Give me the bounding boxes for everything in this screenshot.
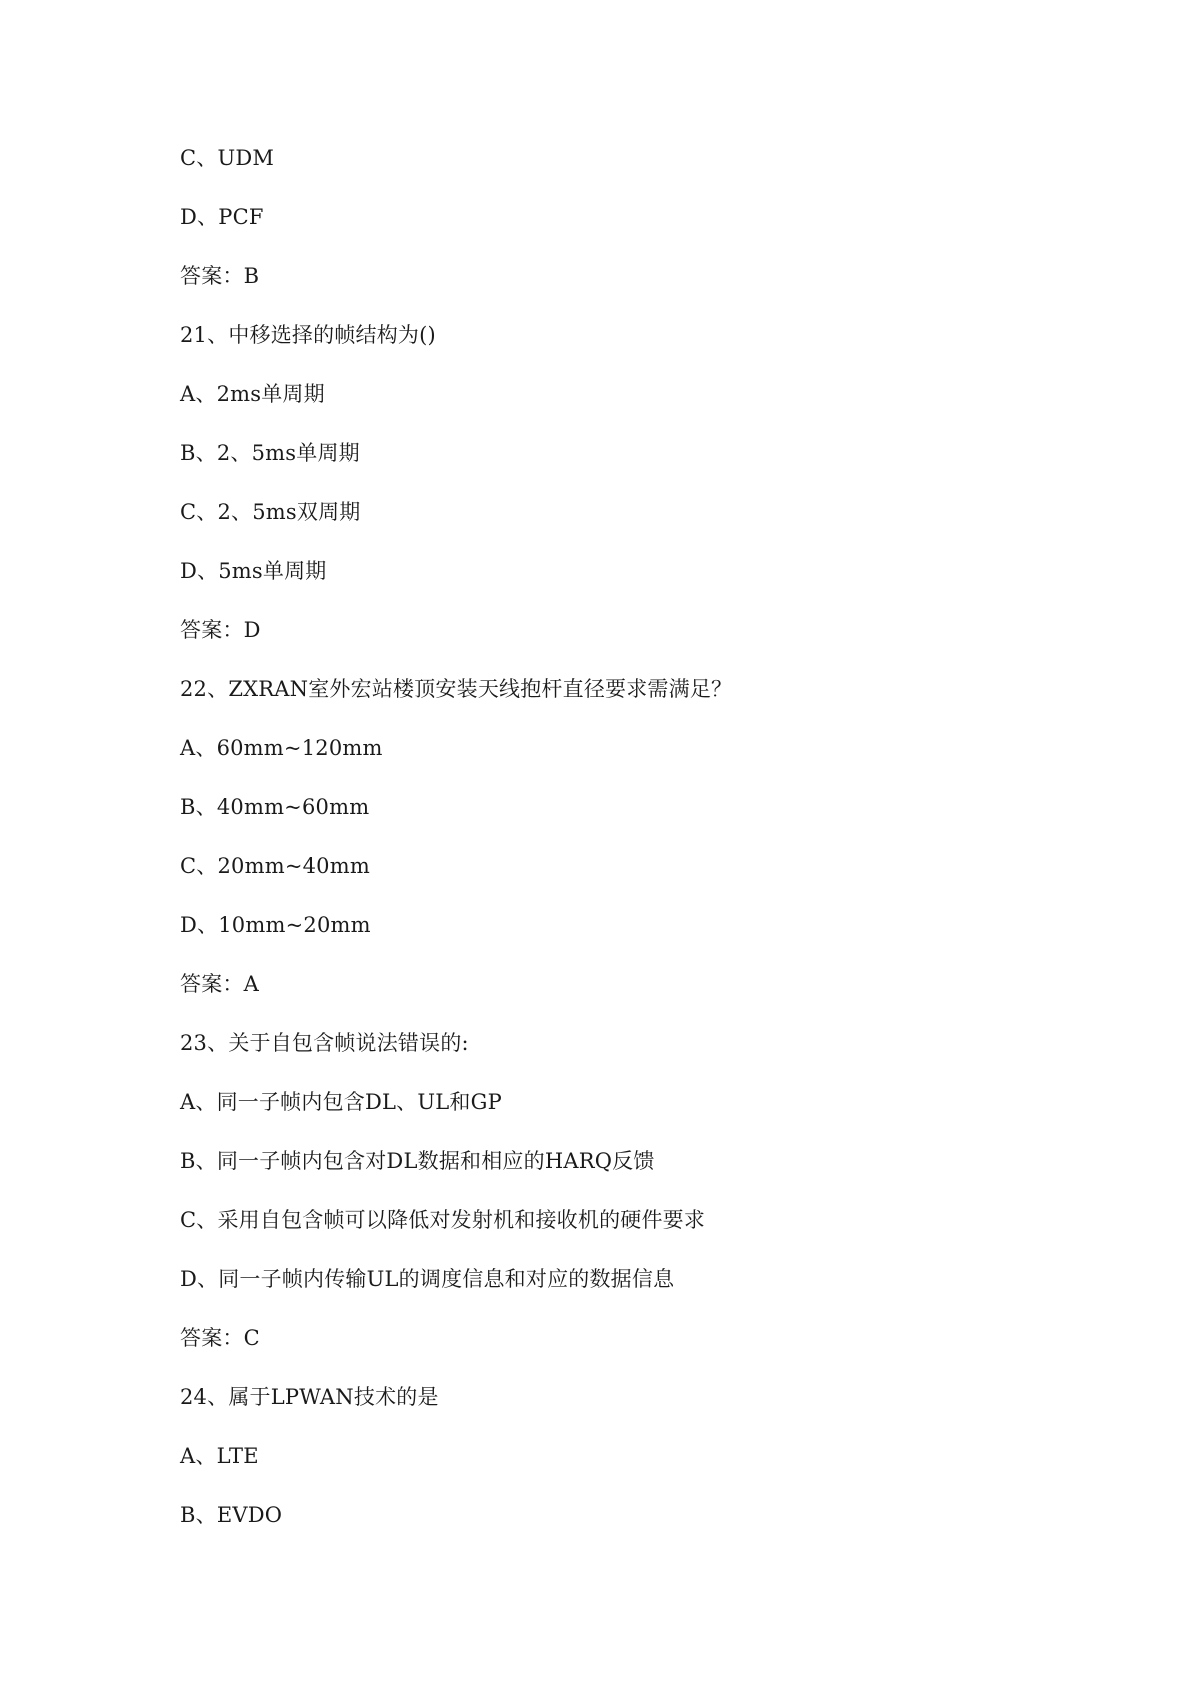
option-c-q22: C、20mm~40mm [180, 854, 370, 878]
option-d-q20: D、PCF [180, 205, 264, 229]
option-d-q22: D、10mm~20mm [180, 913, 371, 937]
option-a-q21: A、2ms单周期 [180, 382, 325, 406]
option-a-q23: A、同一子帧内包含DL、UL和GP [180, 1090, 502, 1114]
option-d-q23: D、同一子帧内传输UL的调度信息和对应的数据信息 [180, 1267, 675, 1291]
option-c-q20: C、UDM [180, 146, 275, 170]
option-b-q22: B、40mm~60mm [180, 795, 370, 819]
option-d-q21: D、5ms单周期 [180, 559, 327, 583]
option-b-q23: B、同一子帧内包含对DL数据和相应的HARQ反馈 [180, 1149, 655, 1173]
option-a-q22: A、60mm~120mm [180, 736, 383, 760]
option-c-q21: C、2、5ms双周期 [180, 500, 361, 524]
option-c-q23: C、采用自包含帧可以降低对发射机和接收机的硬件要求 [180, 1208, 706, 1232]
answer-q20: 答案：B [180, 264, 260, 288]
question-22: 22、ZXRAN室外宏站楼顶安装天线抱杆直径要求需满足？ [180, 677, 733, 701]
question-21: 21、中移选择的帧结构为() [180, 323, 436, 347]
option-a-q24: A、LTE [180, 1444, 259, 1468]
answer-q22: 答案：A [180, 972, 259, 996]
option-b-q24: B、EVDO [180, 1503, 283, 1527]
option-b-q21: B、2、5ms单周期 [180, 441, 360, 465]
question-24: 24、属于LPWAN技术的是 [180, 1385, 439, 1409]
answer-q23: 答案：C [180, 1326, 260, 1350]
question-23: 23、关于自包含帧说法错误的: [180, 1031, 469, 1055]
answer-q21: 答案：D [180, 618, 261, 642]
